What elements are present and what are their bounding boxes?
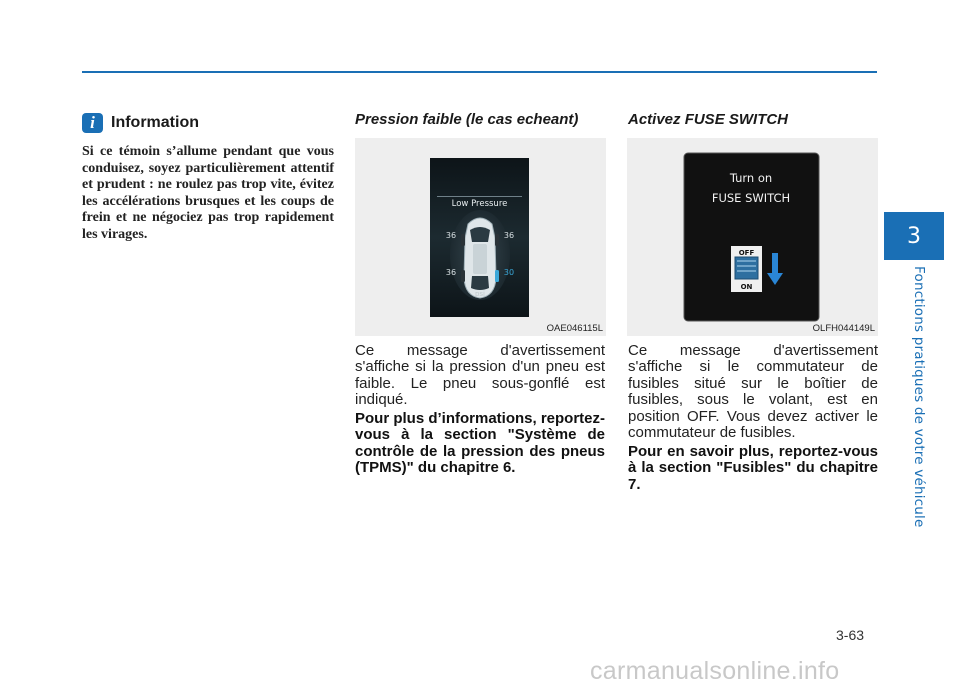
fuse-switch-display bbox=[627, 138, 878, 336]
pressure-unit: psi bbox=[474, 290, 486, 298]
figure-code: OAE046115L bbox=[546, 323, 603, 334]
section-title-low-pressure: Pression faible (le cas echeant) bbox=[355, 111, 579, 128]
tire-rear-left: 36 bbox=[445, 268, 457, 277]
screen-line-2: FUSE SWITCH bbox=[711, 191, 791, 205]
screen-title: Low Pressure bbox=[451, 199, 508, 209]
tire-front-right: 36 bbox=[503, 231, 515, 240]
low-pressure-paragraph: Ce message d'avertissement s'affiche si la pression d'un pneu est faible. Le pneu sous-gonflé est indiqué. bbox=[355, 342, 605, 409]
info-icon: i bbox=[82, 113, 103, 133]
fuse-paragraph: Ce message d'avertissement s'affiche si le commutateur de fusibles situé sur le boîtier de fusibles, sous le volant, est en position OFF. Vous devez activer le commutateur de fusibles. bbox=[628, 342, 878, 442]
figure-code: OLFH044149L bbox=[812, 323, 875, 334]
page-number: 3-63 bbox=[836, 627, 865, 643]
figure-low-pressure bbox=[355, 138, 606, 336]
low-pressure-display bbox=[355, 138, 606, 336]
top-rule bbox=[82, 71, 877, 73]
fuse-on-label: ON bbox=[740, 283, 753, 291]
chapter-title: Fonctions pratiques de votre véhicule bbox=[911, 266, 927, 528]
tire-front-left: 36 bbox=[445, 231, 457, 240]
info-header bbox=[82, 113, 199, 133]
info-body: Si ce témoin s’allume pendant que vous conduisez, soyez particulièrement attentif et prudent : ne roulez pas trop vite, évitez les accélérations brusques et les coups de frein et ne négociez pas trop rapidement les virages. bbox=[82, 144, 334, 242]
car-top-view-icon bbox=[450, 210, 510, 300]
low-pressure-reference: Pour plus d’informations, reportez-vous à la section "Système de contrôle de la pression des pneus (TPMS)" du chapitre 6. bbox=[355, 410, 606, 477]
chapter-number: 3 bbox=[907, 223, 921, 249]
info-title: Information bbox=[111, 114, 199, 131]
fuse-off-label: OFF bbox=[738, 249, 755, 257]
fuse-reference: Pour en savoir plus, reportez-vous à la section "Fusibles" du chapitre 7. bbox=[628, 443, 878, 493]
screen-line-1: Turn on bbox=[729, 171, 773, 185]
tire-rear-right: 30 bbox=[503, 268, 515, 277]
display-divider bbox=[437, 196, 522, 197]
watermark: carmanualsonline.info bbox=[590, 657, 840, 685]
section-title-fuse: Activez FUSE SWITCH bbox=[628, 111, 789, 128]
chapter-tab bbox=[884, 212, 944, 260]
figure-fuse-switch bbox=[627, 138, 878, 336]
